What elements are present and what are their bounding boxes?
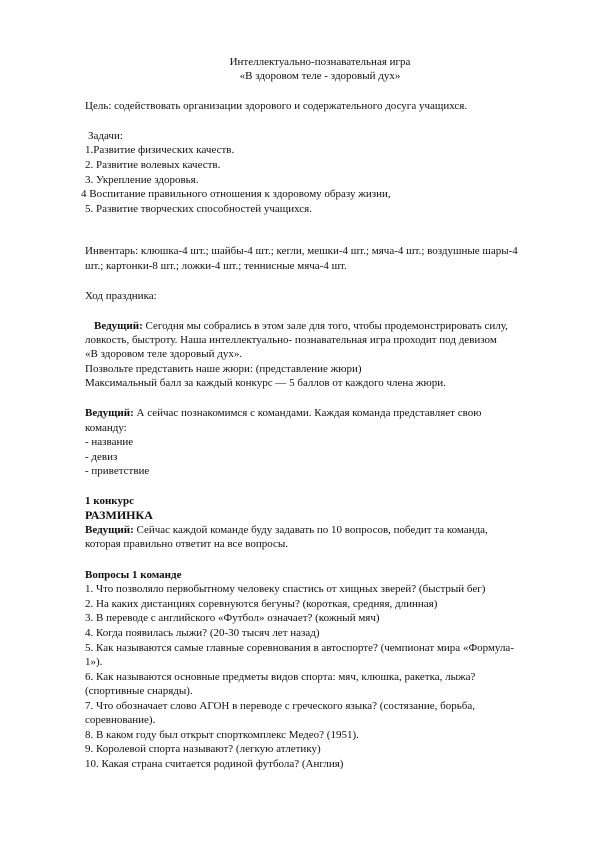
question-line: 4. Когда появилась лыжи? (20-30 тысяч лет назад) xyxy=(85,627,320,639)
contest-1-line-2: которая правильно ответит на все вопросы. xyxy=(85,538,289,550)
task-item-2: 2. Развитие волевых качеств. xyxy=(85,159,221,171)
contest-1-text: Сейчас каждой команде буду задавать по 10 вопросов, победит та команда, xyxy=(133,524,488,536)
host-intro-line-4: Позвольте представить наше жюри: (представление жюри) xyxy=(85,363,362,375)
task-item-4: 4 Воспитание правильного отношения к здоровому образу жизни, xyxy=(81,188,391,200)
contest-1-name: РАЗМИНКА xyxy=(85,508,153,522)
tasks-heading: Задачи: xyxy=(88,130,123,142)
title-line-2: «В здоровом теле - здоровый дух» xyxy=(239,70,401,82)
question-line: 5. Как называются самые главные соревнования в автоспорте? (чемпионат мира «Формула- xyxy=(85,642,514,654)
host-teams-line-1 xyxy=(85,406,525,420)
question-line: 10. Какая страна считается родиной футбола? (Англия) xyxy=(85,758,344,770)
question-line: 1»). xyxy=(85,656,103,668)
contest-1-line-1 xyxy=(85,523,525,537)
task-item-1: 1.Развитие физических качеств. xyxy=(85,144,235,156)
host-intro-line-5: Максимальный балл за каждый конкурс — 5 баллов от каждого члена жюри. xyxy=(85,377,446,389)
question-line: 3. В переводе с английского «Футбол» означает? (кожный мяч) xyxy=(85,612,380,624)
team-item-motto: - девиз xyxy=(85,451,118,463)
question-line: (спортивные снаряды). xyxy=(85,685,193,697)
contest-1-heading: 1 конкурс xyxy=(85,495,134,507)
inventory-line-1: Инвентарь: клюшка-4 шт.; шайбы-4 шт.; кегли, мешки-4 шт.; мяча-4 шт.; воздушные шары-4 xyxy=(85,245,518,257)
question-line: 7. Что обозначает слово АГОН в переводе с греческого языка? (состязание, борьба, xyxy=(85,700,475,712)
host-intro-line-3: «В здоровом теле здоровый дух». xyxy=(85,348,243,360)
host-intro-line-2: ловкость, быстроту. Наша интеллектуально- познавательная игра проходит под девизом xyxy=(85,334,497,346)
question-line: 8. В каком году был открыт спорткомплекс Медео? (1951). xyxy=(85,729,359,741)
inventory-line-2: шт.; картонки-8 шт.; ложки-4 шт.; теннисные мяча-4 шт. xyxy=(85,260,347,272)
host-intro-line-1 xyxy=(94,319,534,333)
question-line: 2. На каких дистанциях соревнуются бегуны? (короткая, средняя, длинная) xyxy=(85,598,438,610)
host-intro-text: Сегодня мы собрались в этом зале для того, чтобы продемонстрировать силу, xyxy=(142,320,508,332)
speaker-label: Ведущий: xyxy=(94,320,143,332)
task-item-3: 3. Укрепление здоровья. xyxy=(85,174,199,186)
question-line: соревнование). xyxy=(85,714,156,726)
title-line-1: Интеллектуально-познавательная игра xyxy=(229,56,411,68)
course-heading: Ход праздника: xyxy=(85,290,157,302)
host-teams-text: А сейчас познакомимся с командами. Каждая команда представляет свою xyxy=(133,407,482,419)
goal-text: Цель: содействовать организации здорового и содержательного досуга учащихся. xyxy=(85,100,468,112)
team-item-name: - название xyxy=(85,436,134,448)
task-item-5: 5. Развитие творческих способностей учащихся. xyxy=(85,203,312,215)
speaker-label: Ведущий: xyxy=(85,524,134,536)
team-item-greeting: - приветствие xyxy=(85,465,150,477)
questions-heading: Вопросы 1 команде xyxy=(85,569,182,581)
question-line: 9. Королевой спорта называют? (легкую атлетику) xyxy=(85,743,321,755)
host-teams-line-2: команду: xyxy=(85,422,127,434)
question-line: 1. Что позволяло первобытному человеку спастись от хищных зверей? (быстрый бег) xyxy=(85,583,486,595)
speaker-label: Ведущий: xyxy=(85,407,134,419)
question-line: 6. Как называются основные предметы видов спорта: мяч, клюшка, ракетка, лыжа? xyxy=(85,671,476,683)
